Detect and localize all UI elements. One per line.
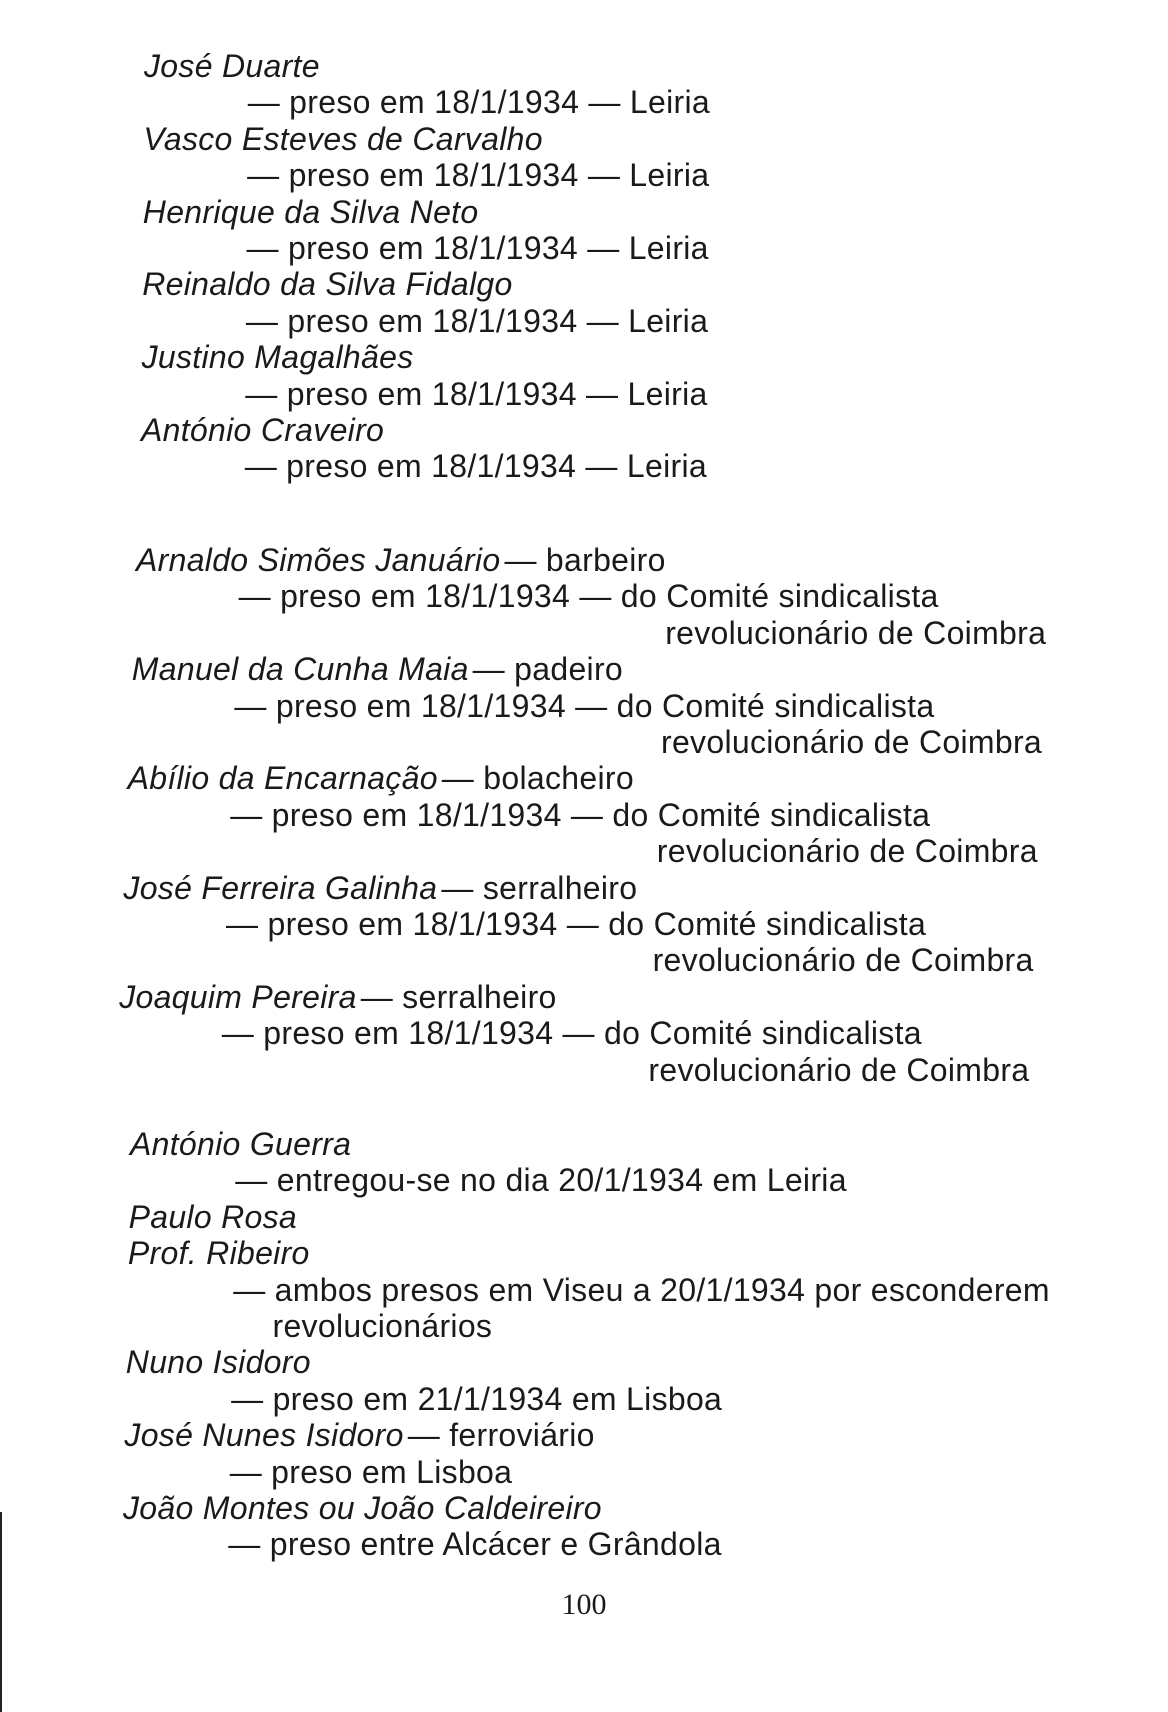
arrest-detail: — preso em 18/1/1934 — do Comité sindicalista [226, 906, 927, 942]
arrest-detail-continuation: revolucionário de Coimbra [656, 833, 1038, 870]
profession: — serralheiro [441, 869, 638, 906]
entry-name-line [142, 339, 414, 375]
profession: — serralheiro [360, 978, 557, 1015]
arrest-detail: — preso em 18/1/1934 — Leiria [245, 302, 709, 339]
person-name: Arnaldo Simões Januário [136, 542, 501, 578]
arrest-detail-continuation: revolucionário de Coimbra [661, 724, 1043, 760]
person-name: José Duarte [144, 48, 320, 84]
arrest-detail: — preso em 18/1/1934 — Leiria [245, 375, 708, 412]
arrest-detail: — entregou-se no dia 20/1/1934 em Leiria [235, 1162, 847, 1199]
entry-name-line [143, 194, 479, 230]
entry-name-line [119, 979, 556, 1015]
entry-name-line [143, 121, 542, 157]
entry-name-line [136, 542, 666, 578]
person-name: Henrique da Silva Neto [142, 193, 479, 230]
arrest-detail: — preso em 18/1/1934 — Leiria [247, 84, 710, 121]
arrest-detail: — preso em 18/1/1934 — do Comité sindicalista [221, 1015, 922, 1052]
arrest-detail: — preso em 18/1/1934 — do Comité sindicalista [234, 687, 935, 724]
person-name: Abílio da Encarnação [127, 760, 438, 797]
person-name: Prof. Ribeiro [127, 1235, 310, 1272]
arrest-detail: — preso em Lisboa [229, 1453, 513, 1490]
page-edge-line [0, 1512, 2, 1712]
arrest-detail: — ambos presos em Viseu a 20/1/1934 por esconderem [233, 1271, 1050, 1308]
arrest-detail: — preso entre Alcácer e Grândola [228, 1526, 722, 1563]
profession: — padeiro [472, 651, 624, 688]
person-name: José Nunes Isidoro [124, 1417, 404, 1454]
profession: — bolacheiro [441, 760, 634, 797]
arrest-detail-continuation: revolucionário de Coimbra [648, 1051, 1030, 1088]
person-name: Reinaldo da Silva Fidalgo [142, 266, 513, 303]
entry-name-line [141, 412, 384, 448]
entry-name-line [129, 1199, 297, 1235]
entry-name-line [126, 1344, 311, 1380]
entry-name-line [130, 1126, 351, 1162]
arrest-detail-continuation: revolucionário de Coimbra [652, 942, 1034, 979]
arrest-detail-continuation: revolucionários [272, 1308, 493, 1344]
arrest-detail: — preso em 18/1/1934 — Leiria [247, 157, 710, 194]
entry-name-line [128, 760, 634, 796]
entry-name-line [123, 1490, 602, 1526]
profession: — barbeiro [504, 542, 666, 578]
entry-name-line [124, 1417, 594, 1453]
person-name: Paulo Rosa [128, 1198, 298, 1235]
entry-name-line [132, 651, 623, 687]
arrest-detail: — preso em 18/1/1934 — do Comité sindicalista [238, 578, 939, 615]
person-name: João Montes ou João Caldeireiro [123, 1490, 602, 1526]
person-name: Vasco Esteves de Carvalho [143, 120, 543, 157]
entry-name-line [123, 870, 637, 906]
arrest-detail: — preso em 18/1/1934 — do Comité sindicalista [230, 796, 931, 833]
arrest-detail: — preso em 18/1/1934 — Leiria [244, 448, 707, 485]
arrest-detail-continuation: revolucionário de Coimbra [665, 614, 1047, 651]
entry-name-line [142, 266, 512, 302]
profession: — ferroviário [407, 1417, 595, 1454]
entry-name-line [128, 1235, 310, 1271]
arrest-detail: — preso em 18/1/1934 — Leiria [246, 230, 709, 266]
page-number: 100 [561, 1588, 607, 1621]
person-name: António Guerra [130, 1126, 352, 1162]
person-name: António Craveiro [141, 412, 385, 448]
person-name: Nuno Isidoro [125, 1344, 311, 1381]
person-name: José Ferreira Galinha [123, 869, 438, 906]
person-name: Manuel da Cunha Maia [131, 651, 469, 688]
arrest-detail: — preso em 21/1/1934 em Lisboa [231, 1380, 723, 1417]
person-name: Justino Magalhães [141, 339, 414, 376]
person-name: Joaquim Pereira [119, 978, 357, 1015]
entry-name-line [144, 48, 320, 84]
